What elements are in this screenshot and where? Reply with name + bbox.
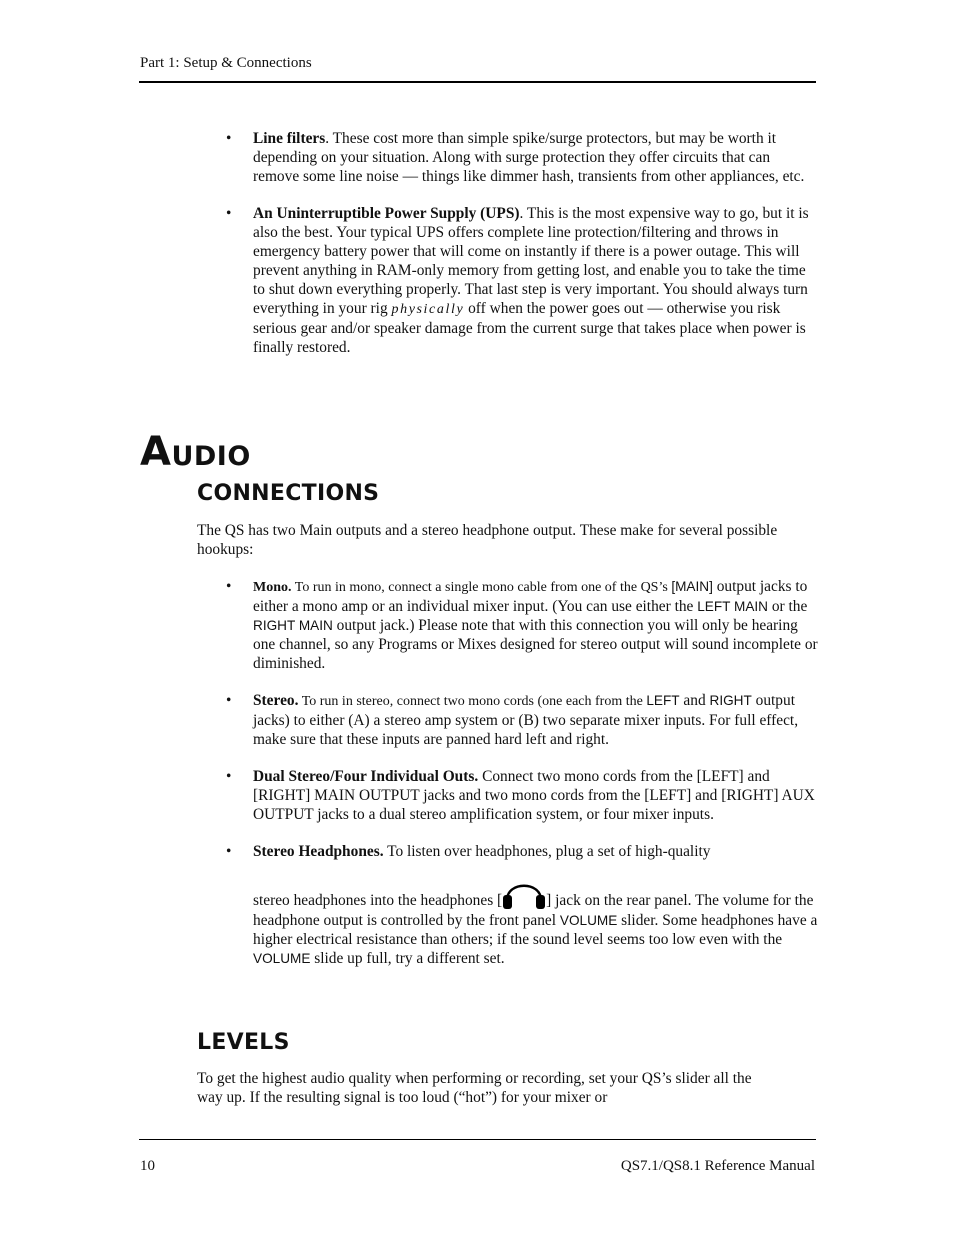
headphones-icon [502,875,546,911]
bullet-text: ] jack on the rear panel. The volume for the headphone output is controlled by the front panel [253,892,814,929]
bullet-title: Stereo. [253,692,299,709]
bullet-headphones [226,842,818,968]
bullet-text: output jack.) Please note that with this connection you will only be hearing one channel, so any Programs or Mixes designed for stereo output will sound incomplete or diminished. [253,617,818,672]
bullet-text: output jacks) to either (A) a stereo amp system or (B) two separate mixer inputs. For full effect, make sure that these inputs are panned hard left and right. [253,692,799,748]
subheading-connections: CONNECTIONS [197,481,380,506]
bullet-text: slide up full, try a different set. [310,950,505,967]
bullet-dot: • [226,205,232,222]
key-label: VOLUME [253,951,311,966]
connection-bullet-list [226,577,818,986]
bullet-mono [226,577,818,673]
bullet-dual-stereo [226,767,818,824]
running-header: Part 1: Setup & Connections [140,55,312,71]
bullet-text: . These cost more than simple spike/surge protectors, but may be worth it depending on your situation. Along with surge protection they offer circuits that can remove some line noise — things like dimmer hash, transients from other appliances, etc. [253,130,805,185]
bullet-title: Line filters [253,130,326,147]
bullet-title: Stereo Headphones. [253,843,384,860]
levels-paragraph: To get the highest audio quality when performing or recording, set your QS’s slider all the way up. If the resulting signal is too loud (“hot”) for your mixer or [197,1070,752,1106]
footer-rule [139,1139,816,1140]
bullet-ups [226,204,818,357]
bullet-text: stereo headphones into the headphones [ [253,892,503,909]
bullet-text: Connect two mono cords from the [LEFT] and [RIGHT] MAIN OUTPUT jacks and two mono cords from the [LEFT] and [RIGHT] AUX OUTPUT jacks to a dual stereo amplification system, or four mixer inputs. [253,768,815,823]
key-label: LEFT [646,693,680,708]
bullet-text: output jacks to either a mono amp or an individual mixer input. (You can use either the [253,578,808,615]
power-bullet-list [226,129,818,375]
connections-intro: The QS has two Main outputs and a stereo headphone output. These make for several possible hookups: [197,522,778,558]
bullet-text: or the [767,598,808,615]
bullet-dot: • [226,130,232,147]
bullet-line-filters [226,129,818,186]
bullet-text: To listen over headphones, plug a set of high-quality [383,843,711,860]
key-label: VOLUME [559,913,618,928]
bullet-title: Mono. [253,580,292,595]
section-heading-audio: AUDIO [140,429,251,475]
manual-title: QS7.1/QS8.1 Reference Manual [620,1158,815,1174]
key-label: LEFT MAIN [697,599,768,614]
page-number: 10 [140,1158,155,1174]
key-label: RIGHT MAIN [253,618,333,633]
key-label: [MAIN] [671,579,713,594]
bullet-text: and [679,692,710,709]
subheading-levels: LEVELS [197,1030,290,1055]
bullet-text: To run in stereo, connect two mono cords (one each from the [298,694,647,709]
bullet-dot: • [226,578,232,595]
bullet-title: Dual Stereo/Four Individual Outs. [253,768,479,785]
bullet-text: . This is the most expensive way to go, but it is also the best. Your typical UPS offers complete line protection/filtering and throws in emergency battery power that will come on instantly if there is a power outage. This will prevent anything in RAM-only memory from getting lost, and enable you to take the time to shut down everything properly. That last step is very important. You should always turn everything in your rig [253,205,809,317]
bullet-text: To run in mono, connect a single mono cable from one of the QS’s [291,580,672,595]
bullet-dot: • [226,843,232,860]
bullet-dot: • [226,768,232,785]
emphasis-text: physically [391,302,465,317]
header-rule [139,81,816,83]
bullet-text: off when the power goes out — otherwise you risk serious gear and/or speaker damage from the current surge that takes place when power is finally restored. [253,300,806,356]
bullet-dot: • [226,692,232,709]
bullet-stereo [226,691,818,749]
bullet-title: An Uninterruptible Power Supply (UPS) [253,205,520,222]
key-label: RIGHT [709,693,752,708]
bullet-text: slider. Some headphones have a higher electrical resistance than others; if the sound level seems too low even with the [253,912,818,948]
